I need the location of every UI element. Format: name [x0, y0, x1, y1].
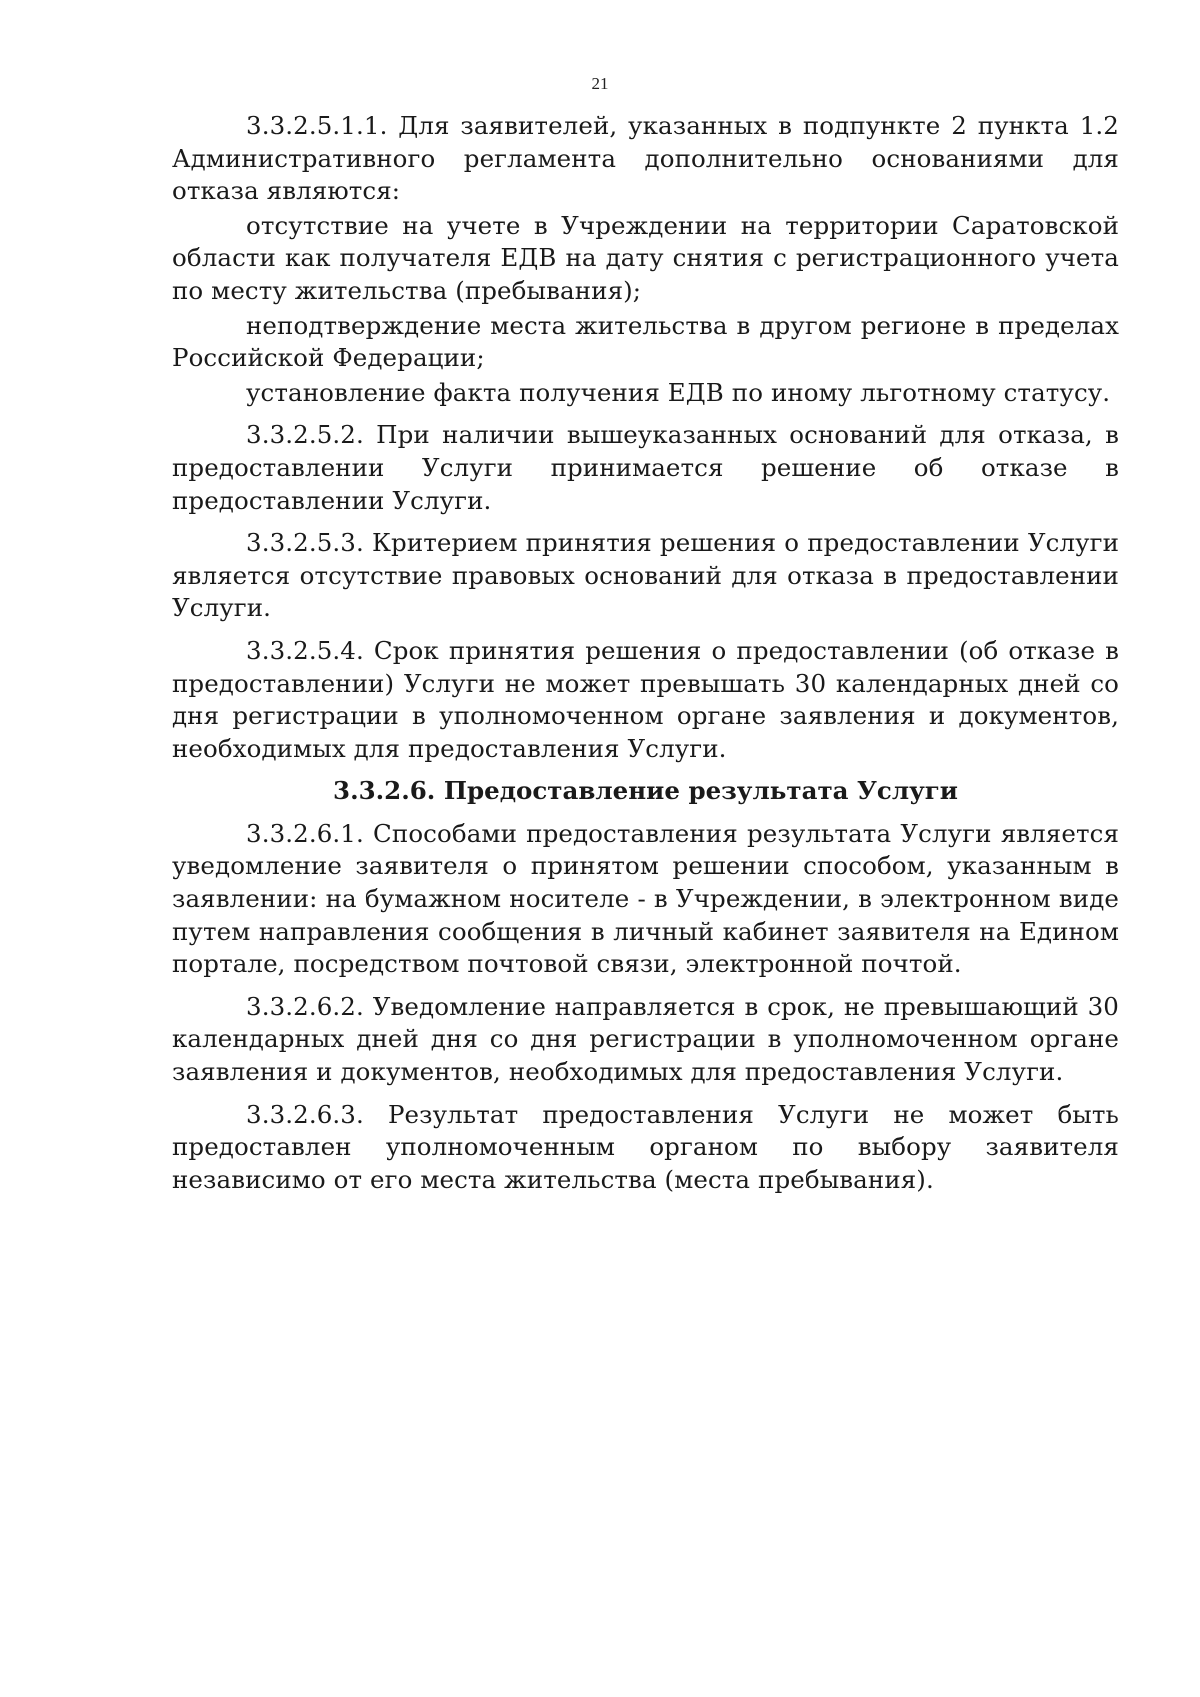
paragraph-3-3-2-5-3: 3.3.2.5.3. Критерием принятия решения о предоставлении Услуги является отсутствие правовых оснований для отказа в предоставлении Услуги.: [172, 528, 1119, 623]
paragraph-refusal-ground-1: отсутствие на учете в Учреждении на территории Саратовской области как получателя ЕДВ на дату снятия с регистрационного учета по месту жительства (пребывания);: [172, 210, 1119, 305]
document-body: [172, 110, 1119, 1206]
paragraph-3-3-2-6-1: 3.3.2.6.1. Способами предоставления результата Услуги является уведомление заявителя о принятом решении способом, указанным в заявлении: на бумажном носителе - в Учреждении, в электронном виде путем направления сообщения в личный кабинет заявителя на Едином портале, посредством почтовой связи, электронной почтой.: [172, 818, 1119, 979]
paragraph-3-3-2-6-2: 3.3.2.6.2. Уведомление направляется в срок, не превышающий 30 календарных дней дня со дня регистрации в уполномоченном органе заявления и документов, необходимых для предоставления Услуги.: [172, 991, 1119, 1087]
paragraph-3-3-2-5-1-1: 3.3.2.5.1.1. Для заявителей, указанных в подпункте 2 пункта 1.2 Административного регламента дополнительно основаниями для отказа являются:: [172, 111, 1119, 206]
paragraph-refusal-ground-3: установление факта получения ЕДВ по иному льготному статусу.: [246, 377, 1111, 407]
paragraph-3-3-2-5-4: 3.3.2.5.4. Срок принятия решения о предоставлении (об отказе в предоставлении) Услуги не может превышать 30 календарных дней со дня регистрации в уполномоченном органе заявления и документов, необходимых для предоставления Услуги.: [172, 635, 1119, 763]
section-heading: 3.3.2.6. Предоставление результата Услуги: [333, 776, 958, 806]
paragraph-3-3-2-6-3: 3.3.2.6.3. Результат предоставления Услуги не может быть предоставлен уполномоченным органом по выбору заявителя независимо от его места жительства (места пребывания).: [172, 1099, 1119, 1194]
paragraph-3-3-2-5-2: 3.3.2.5.2. При наличии вышеуказанных оснований для отказа, в предоставлении Услуги принимается решение об отказе в предоставлении Услуги.: [172, 420, 1119, 515]
page-number: 21: [591, 74, 609, 93]
paragraph-refusal-ground-2: неподтверждение места жительства в другом регионе в пределах Российской Федерации;: [172, 310, 1119, 373]
